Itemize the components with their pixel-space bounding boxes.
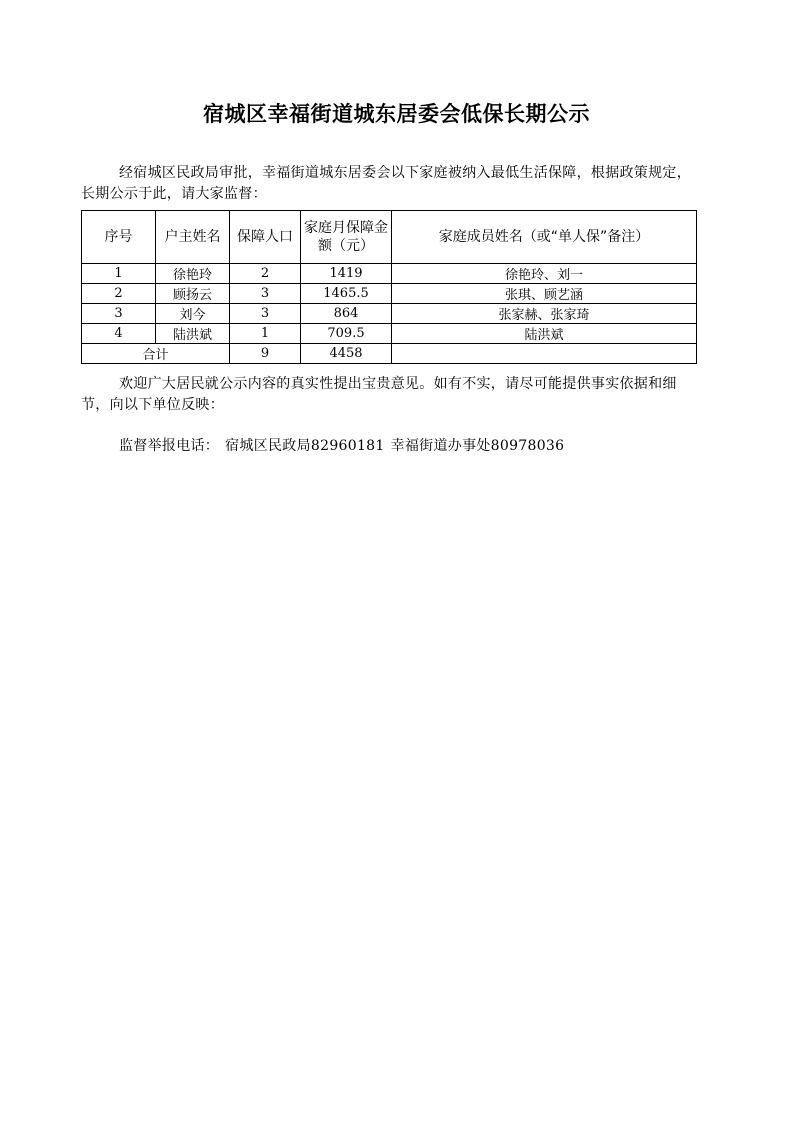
table-total-row bbox=[82, 344, 697, 364]
feedback-paragraph: 欢迎广大居民就公示内容的真实性提出宝贵意见。如有不实，请尽可能提供事实依据和细节，向以下单位反映： bbox=[81, 376, 677, 413]
cell-amount: 1465.5 bbox=[301, 284, 392, 304]
cell-seq: 1 bbox=[82, 264, 156, 284]
cell-count: 3 bbox=[230, 304, 301, 324]
total-count: 9 bbox=[230, 344, 301, 364]
contact-office-phone: 幸福街道办事处80978036 bbox=[390, 438, 565, 454]
contact-label: 监督举报电话： bbox=[119, 438, 220, 454]
cell-count: 2 bbox=[230, 264, 301, 284]
cell-amount: 709.5 bbox=[301, 324, 392, 344]
header-amount: 家庭月保障金额（元） bbox=[301, 211, 392, 264]
table-row bbox=[82, 284, 697, 304]
cell-head-name: 徐艳玲 bbox=[156, 264, 230, 284]
header-members: 家庭成员姓名（或“单人保”备注） bbox=[392, 211, 697, 264]
cell-amount: 1419 bbox=[301, 264, 392, 284]
cell-head-name: 顾扬云 bbox=[156, 284, 230, 304]
contact-bureau-phone: 宿城区民政局82960181 bbox=[225, 438, 385, 454]
cell-seq: 3 bbox=[82, 304, 156, 324]
intro-paragraph: 经宿城区民政局审批，幸福街道城东居委会以下家庭被纳入最低生活保障，根据政策规定，长期公示于此，请大家监督： bbox=[81, 165, 691, 202]
cell-count: 3 bbox=[230, 284, 301, 304]
table-row bbox=[82, 324, 697, 344]
header-head-name: 户主姓名 bbox=[156, 211, 230, 264]
table-header-row bbox=[82, 211, 697, 264]
cell-head-name: 刘今 bbox=[156, 304, 230, 324]
header-seq: 序号 bbox=[82, 211, 156, 264]
total-label: 合计 bbox=[82, 344, 230, 364]
cell-seq: 2 bbox=[82, 284, 156, 304]
total-amount: 4458 bbox=[301, 344, 392, 364]
allowance-table bbox=[81, 210, 697, 364]
header-count: 保障人口 bbox=[230, 211, 301, 264]
cell-members: 张琪、顾艺涵 bbox=[392, 284, 697, 304]
page-title: 宿城区幸福街道城东居委会低保长期公示 bbox=[203, 101, 590, 126]
cell-count: 1 bbox=[230, 324, 301, 344]
cell-amount: 864 bbox=[301, 304, 392, 324]
cell-members: 徐艳玲、刘一 bbox=[392, 264, 697, 284]
table-row bbox=[82, 304, 697, 324]
total-members bbox=[392, 344, 697, 364]
contact-line bbox=[119, 435, 570, 455]
cell-head-name: 陆洪斌 bbox=[156, 324, 230, 344]
cell-members: 张家赫、张家琦 bbox=[392, 304, 697, 324]
cell-members: 陆洪斌 bbox=[392, 324, 697, 344]
table-row bbox=[82, 264, 697, 284]
cell-seq: 4 bbox=[82, 324, 156, 344]
